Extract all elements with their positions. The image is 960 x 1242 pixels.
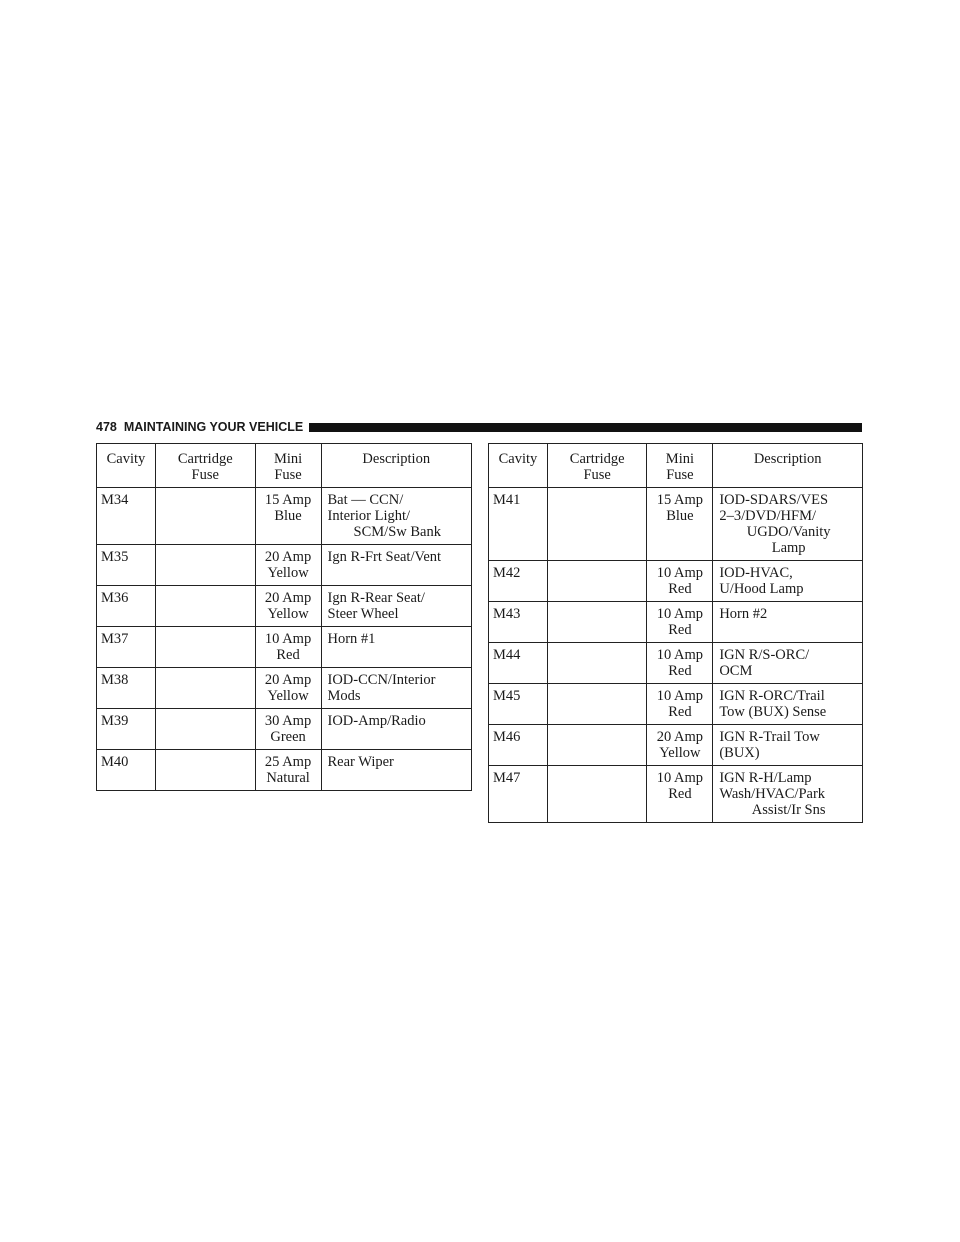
mini-fuse-line: Natural [266,770,310,786]
cartridge-fuse-cell [155,709,255,750]
description-cell [713,766,863,823]
cartridge-fuse-cell [155,750,255,791]
table-row [489,766,863,823]
mini-fuse-line: Green [270,729,306,745]
mini-fuse-line: 20 Amp [264,672,312,688]
col-header-cartridge-fuse: Cartridge Fuse [547,444,647,488]
description-cell [713,643,863,684]
mini-fuse-cell [647,725,713,766]
col-header-mini-fuse: Mini Fuse [255,444,321,488]
description-line: SCM/Sw Bank [353,524,441,540]
description-line: Interior Light/ [327,508,411,524]
description-line: Lamp [771,540,806,556]
description-line: IOD-HVAC, [719,565,793,581]
table-row [97,627,472,668]
table-row [489,643,863,684]
cavity-cell: M42 [489,561,548,602]
mini-fuse-cell [255,586,321,627]
mini-fuse-line: 10 Amp [656,606,704,622]
mini-fuse-cell [255,668,321,709]
description-cell [321,586,472,627]
page-header [96,418,862,436]
mini-fuse-line: Blue [666,508,694,524]
mini-fuse-line: 15 Amp [656,492,704,508]
table-row [97,668,472,709]
description-cell [321,668,472,709]
mini-fuse-line: 10 Amp [264,631,312,647]
cartridge-fuse-cell [547,602,647,643]
description-cell [321,545,472,586]
description-cell [321,488,472,545]
mini-fuse-cell [647,684,713,725]
table-row [97,750,472,791]
section-title: MAINTAINING YOUR VEHICLE [123,420,304,434]
description-line: 2–3/DVD/HFM/ [719,508,816,524]
cavity-cell: M38 [97,668,156,709]
table-row [489,725,863,766]
description-cell [713,725,863,766]
cartridge-fuse-cell [155,586,255,627]
mini-fuse-cell [647,643,713,684]
table-row [489,602,863,643]
description-line: OCM [719,663,753,679]
col-header-description: Description [321,444,472,488]
mini-fuse-line: 10 Amp [656,770,704,786]
table-row [489,684,863,725]
cartridge-fuse-cell [547,488,647,561]
cartridge-fuse-cell [155,627,255,668]
col-header-description: Description [713,444,863,488]
description-cell [713,684,863,725]
description-line: IOD-Amp/Radio [327,713,426,729]
page-header-text [96,420,303,434]
cavity-cell: M41 [489,488,548,561]
table-header-row [489,444,863,488]
description-cell [321,709,472,750]
mini-fuse-line: 20 Amp [656,729,704,745]
cartridge-fuse-cell [547,561,647,602]
cavity-cell: M39 [97,709,156,750]
mini-fuse-line: Yellow [659,745,701,761]
mini-fuse-cell [647,766,713,823]
mini-fuse-line: 30 Amp [264,713,312,729]
cavity-cell: M35 [97,545,156,586]
cavity-cell: M40 [97,750,156,791]
col-header-cartridge-fuse: Cartridge Fuse [155,444,255,488]
mini-fuse-line: 10 Amp [656,688,704,704]
mini-fuse-line: 20 Amp [264,549,312,565]
description-line: IGN R-H/Lamp [719,770,812,786]
mini-fuse-line: 10 Amp [656,565,704,581]
description-cell [321,627,472,668]
description-line: Tow (BUX) Sense [719,704,827,720]
description-line: Ign R-Frt Seat/Vent [327,549,442,565]
mini-fuse-line: Red [668,704,692,720]
description-line: Assist/Ir Sns [751,802,826,818]
description-cell [321,750,472,791]
description-cell [713,488,863,561]
mini-fuse-line: Yellow [267,688,309,704]
table-row [97,586,472,627]
table-row [489,488,863,561]
mini-fuse-line: Red [668,786,692,802]
description-line: IOD-CCN/Interior [327,672,436,688]
description-line: (BUX) [719,745,760,761]
cavity-cell: M47 [489,766,548,823]
table-header-row [97,444,472,488]
cartridge-fuse-cell [547,725,647,766]
cartridge-fuse-cell [547,643,647,684]
page-number: 478 [96,420,117,434]
cavity-cell: M37 [97,627,156,668]
mini-fuse-line: Red [668,663,692,679]
mini-fuse-cell [255,488,321,545]
mini-fuse-line: Red [668,581,692,597]
cavity-cell: M45 [489,684,548,725]
mini-fuse-line: 10 Amp [656,647,704,663]
col-header-mini-fuse: Mini Fuse [647,444,713,488]
col-header-cavity: Cavity [97,444,156,488]
description-line: Ign R-Rear Seat/ [327,590,425,606]
cavity-cell: M46 [489,725,548,766]
mini-fuse-line: 15 Amp [264,492,312,508]
mini-fuse-line: Yellow [267,565,309,581]
mini-fuse-cell [647,602,713,643]
mini-fuse-cell [647,561,713,602]
description-line: IGN R-ORC/Trail [719,688,825,704]
description-line: Bat — CCN/ [327,492,404,508]
description-line: IGN R/S-ORC/ [719,647,810,663]
mini-fuse-cell [255,627,321,668]
cartridge-fuse-cell [155,668,255,709]
cavity-cell: M36 [97,586,156,627]
description-line: Wash/HVAC/Park [719,786,826,802]
mini-fuse-line: Yellow [267,606,309,622]
table-row [489,561,863,602]
description-line: U/Hood Lamp [719,581,804,597]
cartridge-fuse-cell [155,545,255,586]
cavity-cell: M34 [97,488,156,545]
description-line: IGN R-Trail Tow [719,729,820,745]
mini-fuse-cell [255,750,321,791]
mini-fuse-cell [647,488,713,561]
description-line: Rear Wiper [327,754,394,770]
mini-fuse-cell [255,709,321,750]
description-line: Mods [327,688,361,704]
mini-fuse-line: 20 Amp [264,590,312,606]
description-cell [713,602,863,643]
description-line: Horn #2 [719,606,768,622]
description-line: Steer Wheel [327,606,399,622]
description-cell [713,561,863,602]
description-line: Horn #1 [327,631,376,647]
table-row [97,488,472,545]
mini-fuse-line: Red [276,647,300,663]
mini-fuse-line: Blue [274,508,302,524]
description-line: IOD-SDARS/VES [719,492,829,508]
mini-fuse-line: 25 Amp [264,754,312,770]
table-row [97,545,472,586]
table-row [97,709,472,750]
cartridge-fuse-cell [547,684,647,725]
cartridge-fuse-cell [155,488,255,545]
mini-fuse-line: Red [668,622,692,638]
header-rule [309,423,862,432]
cavity-cell: M43 [489,602,548,643]
fuse-table-right [488,443,863,823]
mini-fuse-cell [255,545,321,586]
description-line: UGDO/Vanity [746,524,831,540]
fuse-table-left [96,443,472,791]
cartridge-fuse-cell [547,766,647,823]
col-header-cavity: Cavity [489,444,548,488]
cavity-cell: M44 [489,643,548,684]
